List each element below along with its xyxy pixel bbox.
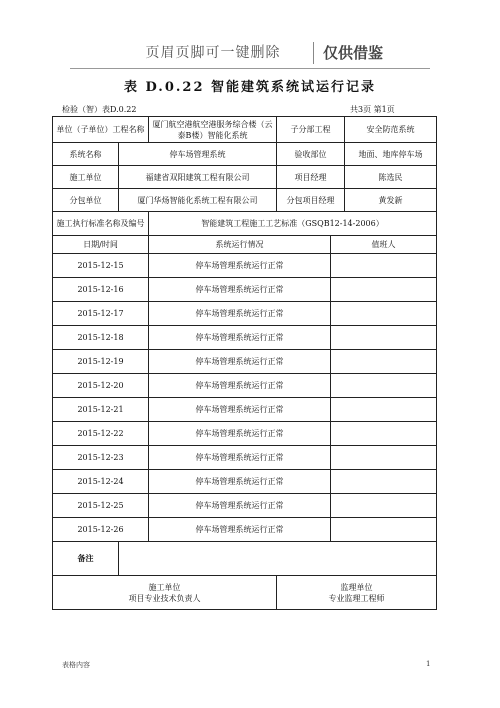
log-status: 停车场管理系统运行正常 [149, 518, 331, 542]
pm-value: 陈选民 [345, 166, 437, 189]
log-duty [331, 494, 437, 518]
log-duty [331, 518, 437, 542]
header-left-text: 页眉页脚可一键删除 [145, 45, 281, 61]
standard-label: 施工执行标准名称及编号 [53, 212, 149, 236]
log-row [53, 254, 437, 278]
log-date: 2015-12-17 [53, 302, 149, 326]
log-status: 停车场管理系统运行正常 [149, 350, 331, 374]
unit-label: 单位（子单位）工程名称 [53, 117, 149, 143]
log-status: 停车场管理系统运行正常 [149, 278, 331, 302]
log-duty [331, 254, 437, 278]
acceptance-value: 地面、地库停车场 [345, 143, 437, 166]
col-date-header: 日期/时间 [53, 236, 149, 254]
sign-supervision-role: 专业监理工程师 [328, 593, 385, 603]
remarks-value [119, 542, 437, 576]
log-date: 2015-12-16 [53, 278, 149, 302]
log-status: 停车场管理系统运行正常 [149, 254, 331, 278]
sign-construction [53, 576, 277, 610]
log-status: 停车场管理系统运行正常 [149, 422, 331, 446]
standard-value: 智能建筑工程施工工艺标准（GSQB12-14-2006） [149, 212, 437, 236]
log-row [53, 374, 437, 398]
row-unit [53, 117, 437, 143]
sign-construction-unit: 施工单位 [148, 582, 181, 592]
record-table [52, 116, 437, 610]
contractor-label: 施工单位 [53, 166, 119, 189]
header-rule [70, 68, 430, 69]
log-duty [331, 278, 437, 302]
pm-label: 项目经理 [277, 166, 345, 189]
col-duty-header: 值班人 [331, 236, 437, 254]
log-status: 停车场管理系统运行正常 [149, 446, 331, 470]
row-signatures [53, 576, 437, 610]
log-date: 2015-12-25 [53, 494, 149, 518]
header-divider [313, 42, 314, 64]
log-date: 2015-12-18 [53, 326, 149, 350]
log-duty [331, 470, 437, 494]
page-count: 共3页 第1页 [350, 105, 395, 114]
system-label: 系统名称 [53, 143, 119, 166]
log-duty [331, 302, 437, 326]
page-header [118, 40, 388, 66]
log-duty [331, 446, 437, 470]
log-row [53, 470, 437, 494]
log-status: 停车场管理系统运行正常 [149, 494, 331, 518]
sign-supervision [277, 576, 437, 610]
sub-pm-label: 分包项目经理 [277, 189, 345, 212]
subdiv-value: 安全防范系统 [345, 117, 437, 143]
page-title: 表 D.0.22 智能建筑系统试运行记录 [123, 80, 377, 95]
log-date: 2015-12-21 [53, 398, 149, 422]
log-date: 2015-12-20 [53, 374, 149, 398]
sub-label: 分包单位 [53, 189, 119, 212]
log-duty [331, 374, 437, 398]
log-row [53, 326, 437, 350]
contractor-value: 福建省双阳建筑工程有限公司 [119, 166, 277, 189]
log-date: 2015-12-15 [53, 254, 149, 278]
acceptance-label: 验收部位 [277, 143, 345, 166]
sub-value: 厦门华炀智能化系统工程有限公司 [119, 189, 277, 212]
log-status: 停车场管理系统运行正常 [149, 302, 331, 326]
log-status: 停车场管理系统运行正常 [149, 374, 331, 398]
log-row [53, 494, 437, 518]
row-system [53, 143, 437, 166]
log-row [53, 518, 437, 542]
form-code: 检验（智）表D.0.22 [62, 105, 137, 114]
footer-left: 表格内容 [62, 661, 90, 669]
log-row [53, 398, 437, 422]
header-right-text: 仅供借鉴 [323, 44, 384, 62]
sub-pm-value: 黄发新 [345, 189, 437, 212]
log-status: 停车场管理系统运行正常 [149, 326, 331, 350]
log-duty [331, 398, 437, 422]
row-subcontractor [53, 189, 437, 212]
log-row [53, 446, 437, 470]
row-standard [53, 212, 437, 236]
log-date: 2015-12-19 [53, 350, 149, 374]
log-date: 2015-12-22 [53, 422, 149, 446]
log-row [53, 278, 437, 302]
sign-construction-role: 项目专业技术负责人 [128, 593, 201, 603]
system-value: 停车场管理系统 [119, 143, 277, 166]
log-status: 停车场管理系统运行正常 [149, 470, 331, 494]
log-row [53, 350, 437, 374]
row-contractor [53, 166, 437, 189]
col-status-header: 系统运行情况 [149, 236, 331, 254]
log-row [53, 302, 437, 326]
log-date: 2015-12-26 [53, 518, 149, 542]
subdiv-label: 子分部工程 [277, 117, 345, 143]
row-remarks [53, 542, 437, 576]
log-date: 2015-12-23 [53, 446, 149, 470]
remarks-label: 备注 [53, 542, 119, 576]
log-duty [331, 422, 437, 446]
page-number: 1 [426, 660, 431, 668]
row-column-headers [53, 236, 437, 254]
log-status: 停车场管理系统运行正常 [149, 398, 331, 422]
log-row [53, 422, 437, 446]
unit-value: 厦门航空港航空港服务综合楼（云泰B楼）智能化系统 [149, 117, 277, 143]
log-duty [331, 326, 437, 350]
log-duty [331, 350, 437, 374]
log-rows [53, 254, 437, 542]
log-date: 2015-12-24 [53, 470, 149, 494]
sign-supervision-unit: 监理单位 [340, 582, 373, 592]
